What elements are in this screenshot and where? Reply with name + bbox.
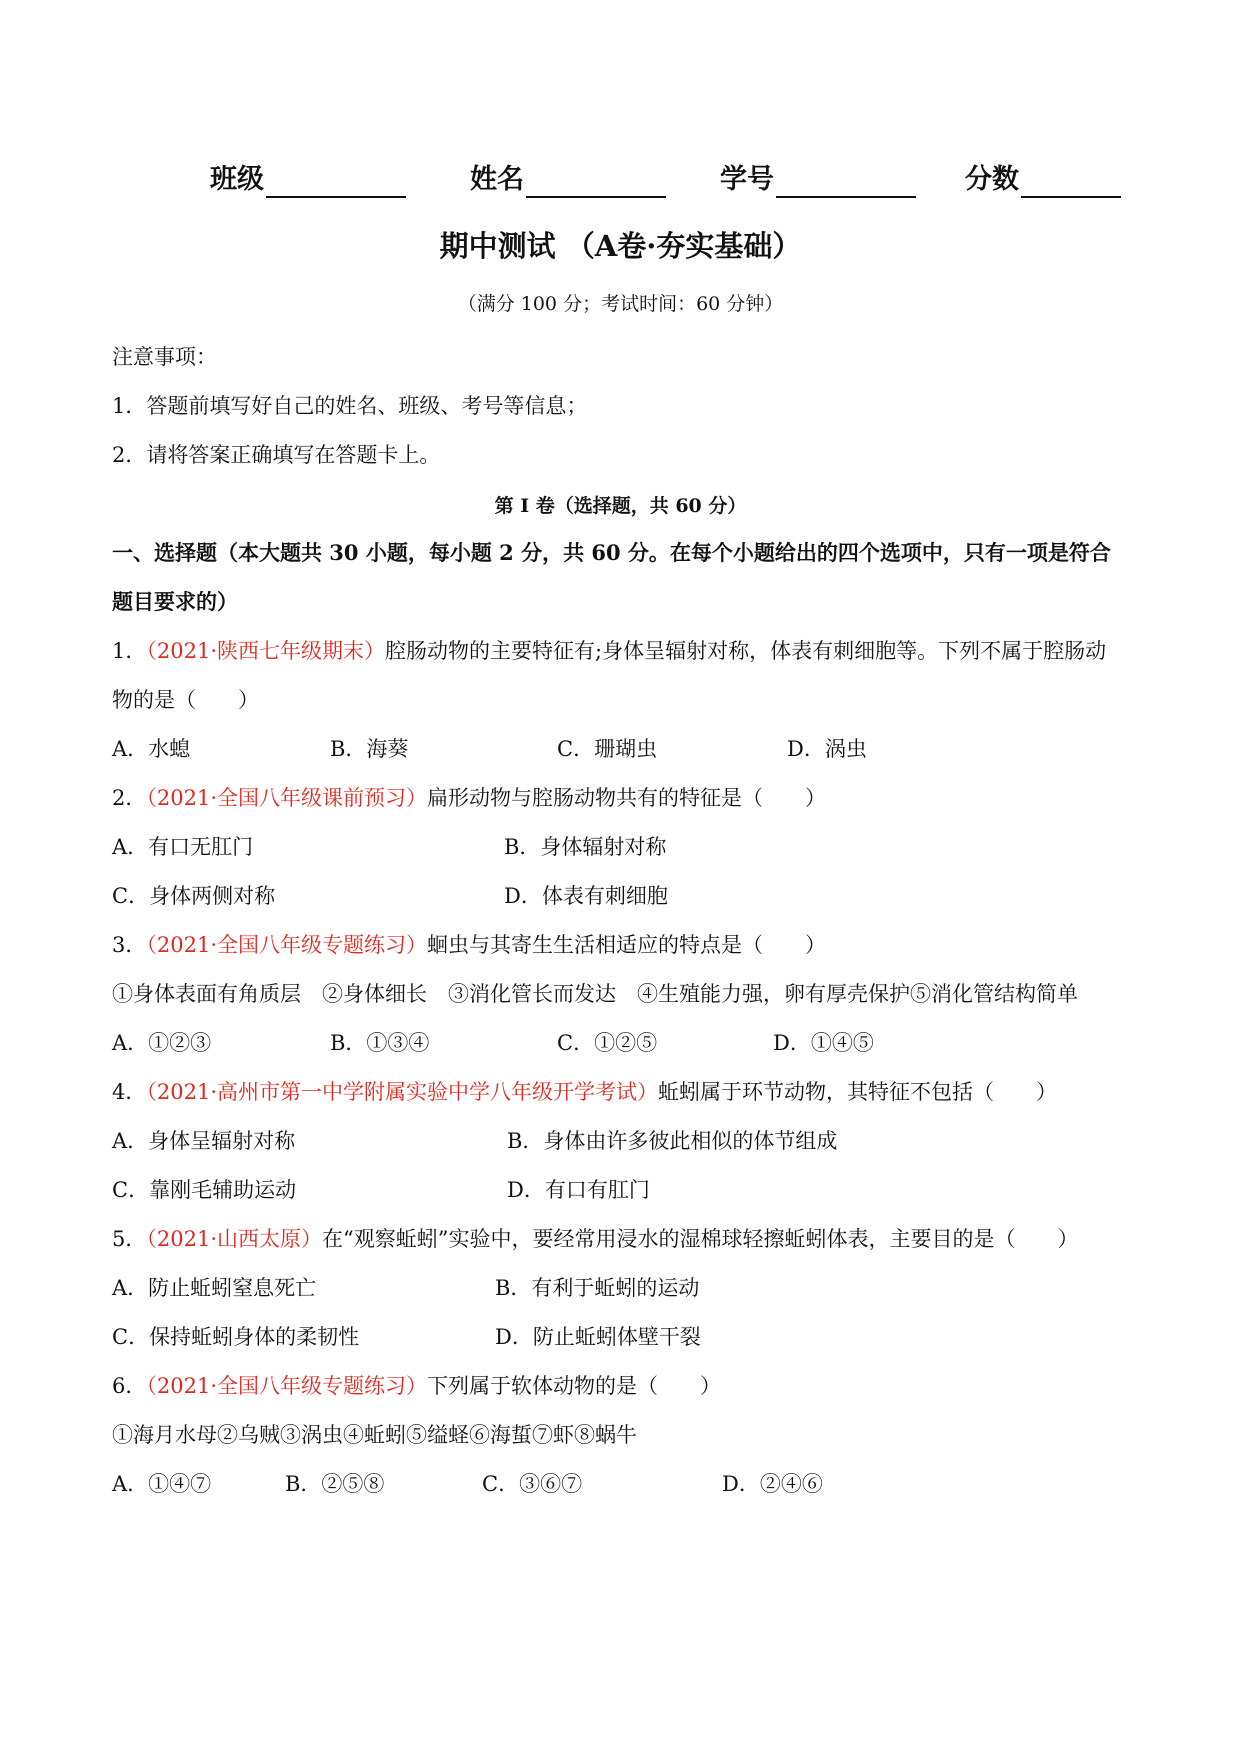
note-item-2: 2．请将答案正确填写在答题卡上。 [112,443,441,467]
q6-option-b[interactable]: B．②⑤⑧ [285,1472,385,1496]
note-item-1: 1．答题前填写好自己的姓名、班级、考号等信息； [112,394,588,418]
q3-option-c[interactable]: C．①②⑤ [557,1031,658,1055]
question-stem: 蚯蚓属于环节动物，其特征不包括（ ） [658,1080,1057,1104]
q5-option-a[interactable]: A．防止蚯蚓窒息死亡 [112,1276,317,1300]
q4-option-b[interactable]: B．身体由许多彼此相似的体节组成 [507,1129,838,1153]
name-blank[interactable] [526,166,666,198]
question-6-stem-cont: ①海月水母②乌贼③涡虫④蚯蚓⑤缢蛏⑥海蜇⑦虾⑧蜗牛 [112,1423,637,1447]
student-id-field [720,162,916,198]
q4-option-c[interactable]: C．靠刚毛辅助运动 [112,1178,297,1202]
question-4 [112,1077,1057,1107]
score-label: 分数 [965,164,1019,195]
q3-option-a[interactable]: A．①②③ [112,1031,212,1055]
question-source: （2021·全国八年级课前预习） [146,786,427,810]
class-blank[interactable] [266,166,406,198]
name-field [470,162,666,198]
score-field [965,162,1121,198]
question-number: 6． [112,1374,147,1398]
question-3 [112,930,826,960]
student-id-blank[interactable] [776,166,916,198]
exam-title: 期中测试 （A卷·夯实基础） [439,229,802,263]
q4-option-a[interactable]: A．身体呈辐射对称 [112,1129,296,1153]
exam-subtitle: （满分 100 分；考试时间：60 分钟） [457,293,784,315]
question-source: （2021·高州市第一中学附属实验中学八年级开学考试） [146,1080,658,1104]
question-1 [112,636,1106,666]
class-label: 班级 [210,164,264,195]
q6-option-c[interactable]: C．③⑥⑦ [482,1472,583,1496]
question-number: 1． [112,639,147,663]
notes-heading: 注意事项： [112,345,217,369]
q2-option-b[interactable]: B．身体辐射对称 [504,835,667,859]
question-stem: 腔肠动物的主要特征有;身体呈辐射对称，体表有刺细胞等。下列不属于腔肠动 [385,639,1107,663]
question-stem: 在“观察蚯蚓”实验中，要经常用浸水的湿棉球轻擦蚯蚓体表，主要目的是（ ） [322,1227,1079,1251]
question-number: 2． [112,786,147,810]
q5-option-c[interactable]: C．保持蚯蚓身体的柔韧性 [112,1325,360,1349]
question-3-stem-cont: ①身体表面有角质层 ②身体细长 ③消化管长而发达 ④生殖能力强，卵有厚壳保护⑤消化管结构简单 [112,982,1078,1006]
q1-option-a[interactable]: A．水螅 [112,737,191,761]
question-stem: 下列属于软体动物的是（ ） [427,1374,721,1398]
q1-option-d[interactable]: D．涡虫 [787,737,867,761]
q2-option-d[interactable]: D．体表有刺细胞 [504,884,668,908]
q1-option-b[interactable]: B．海葵 [330,737,409,761]
question-source: （2021·山西太原） [146,1227,322,1251]
question-2 [112,783,826,813]
q6-option-d[interactable]: D．②④⑥ [722,1472,823,1496]
question-source: （2021·全国八年级专题练习） [146,933,427,957]
class-field [210,162,406,198]
q2-option-c[interactable]: C．身体两侧对称 [112,884,276,908]
question-6 [112,1371,721,1401]
q4-option-d[interactable]: D．有口有肛门 [507,1178,650,1202]
student-id-label: 学号 [720,164,774,195]
q6-option-a[interactable]: A．①④⑦ [112,1472,212,1496]
q3-option-b[interactable]: B．①③④ [330,1031,430,1055]
q5-option-b[interactable]: B．有利于蚯蚓的运动 [495,1276,700,1300]
section-title: 第 I 卷（选择题，共 60 分） [494,495,747,517]
question-1-stem-cont: 物的是（ ） [112,688,259,712]
q2-option-a[interactable]: A．有口无肛门 [112,835,254,859]
name-label: 姓名 [470,164,524,195]
question-stem: 扁形动物与腔肠动物共有的特征是（ ） [427,786,826,810]
part-title-line-1: 一、选择题（本大题共 30 小题，每小题 2 分，共 60 分。在每个小题给出的四个选项中，只有一项是符合 [112,540,1111,565]
q3-option-d[interactable]: D．①④⑤ [773,1031,874,1055]
question-number: 3． [112,933,147,957]
question-source: （2021·陕西七年级期末） [146,639,385,663]
q1-option-c[interactable]: C．珊瑚虫 [557,737,658,761]
question-number: 4． [112,1080,147,1104]
question-source: （2021·全国八年级专题练习） [146,1374,427,1398]
question-number: 5． [112,1227,147,1251]
score-blank[interactable] [1021,166,1121,198]
q5-option-d[interactable]: D．防止蚯蚓体壁干裂 [495,1325,701,1349]
question-stem: 蛔虫与其寄生生活相适应的特点是（ ） [427,933,826,957]
part-title-line-2: 题目要求的） [112,589,238,614]
question-5 [112,1224,1078,1254]
